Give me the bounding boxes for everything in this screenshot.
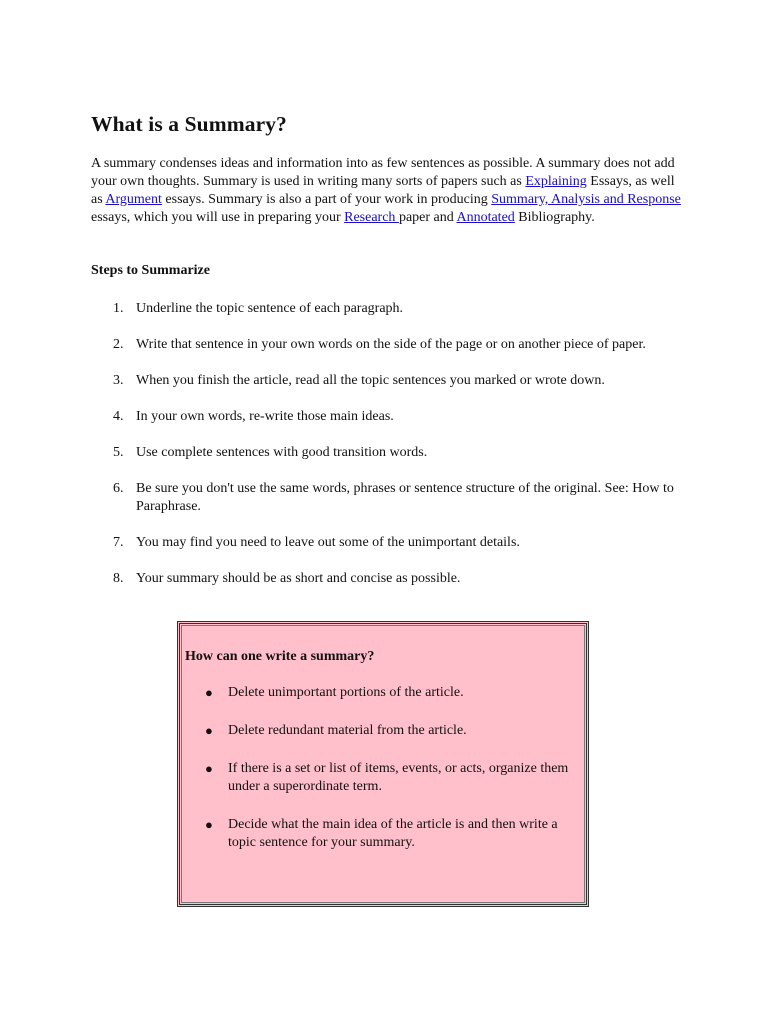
bullet-icon: ● bbox=[205, 723, 213, 738]
link-research[interactable]: Research bbox=[344, 210, 399, 225]
link-argument[interactable]: Argument bbox=[105, 192, 162, 207]
step-text: Write that sentence in your own words on the side of the page or on another piece of paper. bbox=[136, 337, 646, 352]
list-item bbox=[91, 408, 681, 426]
tip-text: Decide what the main idea of the article is and then write a topic sentence for your summary. bbox=[228, 817, 558, 850]
box-heading: How can one write a summary? bbox=[185, 649, 375, 664]
intro-text-5: paper and bbox=[398, 210, 457, 225]
intro-paragraph bbox=[91, 155, 681, 227]
step-text: Use complete sentences with good transition words. bbox=[136, 445, 428, 460]
steps-list bbox=[91, 300, 681, 606]
list-item bbox=[91, 444, 681, 462]
tips-list bbox=[180, 684, 586, 872]
step-text: You may find you need to leave out some of the unimportant details. bbox=[136, 535, 520, 550]
list-item bbox=[91, 372, 681, 390]
list-item bbox=[180, 684, 586, 702]
list-item bbox=[180, 760, 586, 796]
list-item bbox=[91, 570, 681, 588]
list-item bbox=[91, 534, 681, 552]
step-number: 4. bbox=[113, 409, 124, 424]
list-item bbox=[91, 300, 681, 318]
step-number: 3. bbox=[113, 373, 124, 388]
step-number: 2. bbox=[113, 337, 124, 352]
list-item bbox=[91, 480, 681, 516]
tip-text: If there is a set or list of items, events, or acts, organize them under a superordinate term. bbox=[228, 761, 569, 794]
intro-text-1: A summary condenses ideas and information into as few sentences as possible. A summary does not add your own thoughts. Summary is used in writing many sorts of papers such as bbox=[91, 156, 675, 189]
bullet-icon: ● bbox=[205, 761, 213, 776]
intro-text-6: Bibliography. bbox=[514, 210, 595, 225]
summary-tips-box bbox=[177, 621, 589, 907]
list-item bbox=[91, 336, 681, 354]
bullet-icon: ● bbox=[205, 817, 213, 832]
list-item bbox=[180, 722, 586, 740]
step-text: When you finish the article, read all the topic sentences you marked or wrote down. bbox=[136, 373, 605, 388]
step-text: Underline the topic sentence of each paragraph. bbox=[136, 301, 404, 316]
link-explaining[interactable]: Explaining bbox=[525, 174, 587, 189]
step-text: Your summary should be as short and concise as possible. bbox=[136, 571, 461, 586]
page-title: What is a Summary? bbox=[91, 112, 287, 136]
link-annotated[interactable]: Annotated bbox=[456, 210, 515, 225]
intro-text-4: essays, which you will use in preparing your bbox=[91, 210, 345, 225]
bullet-icon: ● bbox=[205, 685, 213, 700]
step-number: 8. bbox=[113, 571, 124, 586]
intro-text-3: essays. Summary is also a part of your work in producing bbox=[161, 192, 492, 207]
step-text: Be sure you don't use the same words, phrases or sentence structure of the original. See: How to Paraphrase. bbox=[136, 481, 674, 514]
step-number: 5. bbox=[113, 445, 124, 460]
step-text: In your own words, re-write those main ideas. bbox=[136, 409, 394, 424]
link-summary-analysis-response[interactable]: Summary, Analysis and Response bbox=[491, 192, 681, 207]
steps-heading: Steps to Summarize bbox=[91, 263, 210, 278]
step-number: 7. bbox=[113, 535, 124, 550]
tip-text: Delete redundant material from the article. bbox=[228, 723, 467, 738]
list-item bbox=[180, 816, 586, 852]
step-number: 1. bbox=[113, 301, 124, 316]
step-number: 6. bbox=[113, 481, 124, 496]
intro-text-2: Essays, as well as bbox=[91, 174, 675, 207]
tip-text: Delete unimportant portions of the article. bbox=[228, 685, 464, 700]
